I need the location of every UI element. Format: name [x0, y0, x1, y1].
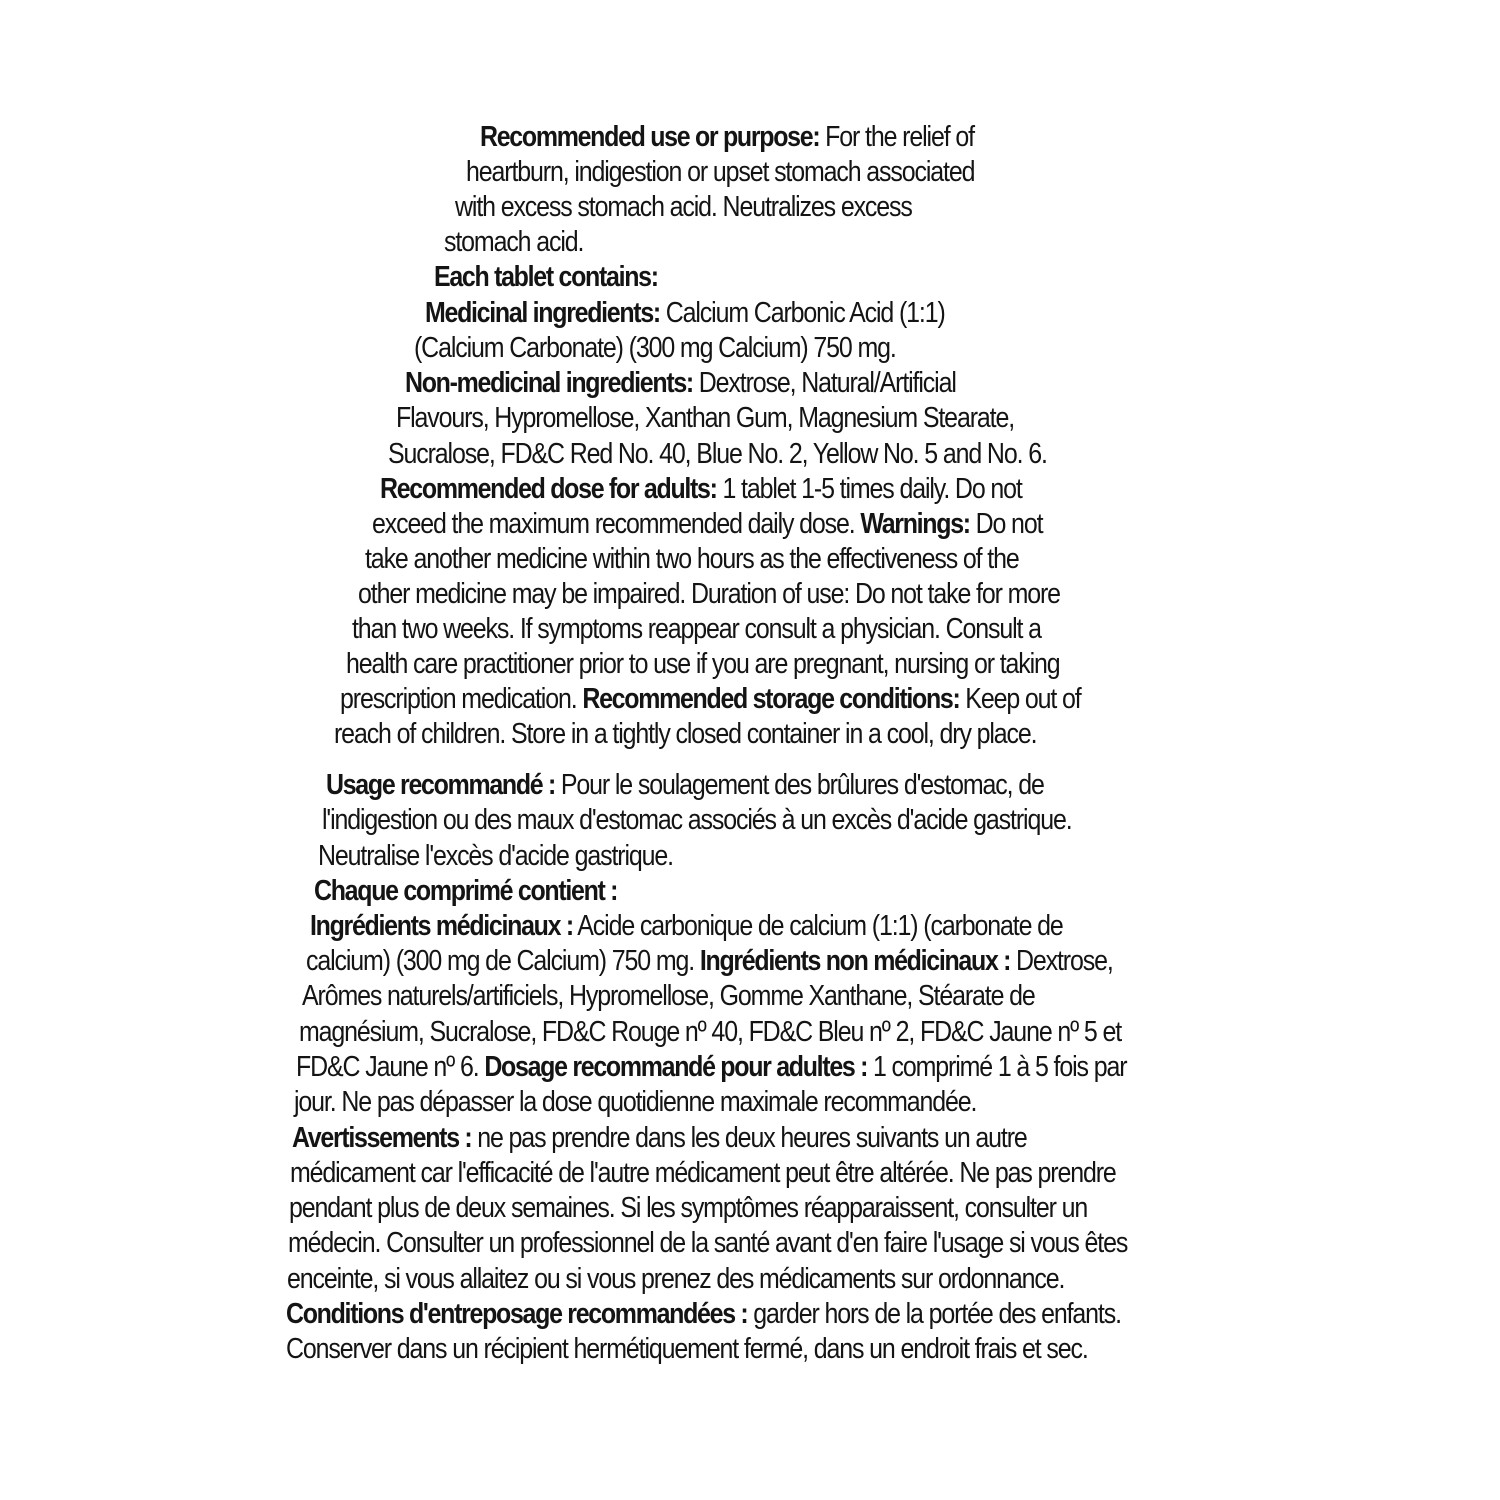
- label-text: Calcium Carbonic Acid (1:1): [659, 297, 945, 329]
- label-line: [380, 472, 1022, 507]
- label-line: [286, 1332, 1088, 1367]
- label-text: Do not: [969, 508, 1043, 540]
- label-heading: Warnings:: [860, 508, 970, 540]
- label-heading: Ingrédients médicinaux :: [310, 910, 573, 942]
- label-text: 1 tablet 1-5 times daily. Do not: [716, 473, 1022, 505]
- label-text: stomach acid.: [444, 226, 584, 258]
- label-line: [405, 366, 956, 401]
- label-text: Flavours, Hypromellose, Xanthan Gum, Magnesium Stearate,: [396, 402, 1015, 434]
- label-line: [425, 296, 945, 331]
- label-text: FD&C Jaune nº 6.: [296, 1051, 485, 1083]
- label-heading: Recommended storage conditions:: [582, 683, 960, 715]
- label-text: Acide carbonique de calcium (1:1) (carbonate de: [572, 910, 1063, 942]
- label-line: [372, 507, 1042, 542]
- label-text: heartburn, indigestion or upset stomach associated: [466, 156, 975, 188]
- label-text: with excess stomach acid. Neutralizes excess: [455, 191, 912, 223]
- label-text: Pour le soulagement des brûlures d'estomac, de: [555, 769, 1044, 801]
- label-line: [352, 612, 1041, 647]
- label-line: [340, 682, 1081, 717]
- label-line: [318, 839, 673, 874]
- label-line: [480, 120, 974, 155]
- label-line: [388, 437, 1047, 472]
- label-line: [414, 331, 896, 366]
- label-heading: Recommended dose for adults:: [380, 473, 717, 505]
- label-line: [314, 874, 617, 909]
- label-text: Conserver dans un récipient hermétiquement fermé, dans un endroit frais et sec.: [286, 1333, 1088, 1365]
- label-text: (Calcium Carbonate) (300 mg Calcium) 750 mg.: [414, 332, 896, 364]
- label-line: [310, 909, 1063, 944]
- label-text: magnésium, Sucralose, FD&C Rouge nº 40, FD&C Bleu nº 2, FD&C Jaune nº 5 et: [299, 1016, 1122, 1048]
- label-line: [365, 542, 1019, 577]
- label-text: exceed the maximum recommended daily dose.: [372, 508, 861, 540]
- label-heading: Dosage recommandé pour adultes :: [484, 1051, 868, 1083]
- label-text: reach of children. Store in a tightly closed container in a cool, dry place.: [334, 718, 1037, 750]
- label-line: [346, 647, 1060, 682]
- label-text: Dextrose,: [1010, 945, 1113, 977]
- label-text: jour. Ne pas dépasser la dose quotidienne maximale recommandée.: [294, 1086, 977, 1118]
- label-heading: Conditions d'entreposage recommandées :: [286, 1298, 748, 1330]
- label-heading: Non-medicinal ingredients:: [405, 367, 693, 399]
- label-line: [294, 1085, 976, 1120]
- label-text: garder hors de la portée des enfants.: [747, 1298, 1121, 1330]
- label-text: l'indigestion ou des maux d'estomac associés à un excès d'acide gastrique.: [322, 804, 1072, 836]
- label-text: médicament car l'efficacité de l'autre médicament peut être altérée. Ne pas prendre: [290, 1157, 1116, 1189]
- label-line: [444, 225, 583, 260]
- label-text: 1 comprimé 1 à 5 fois par: [867, 1051, 1127, 1083]
- label-line: [334, 717, 1036, 752]
- label-text: Arômes naturels/artificiels, Hypromellose, Gomme Xanthane, Stéarate de: [302, 980, 1035, 1012]
- label-text: Keep out of: [959, 683, 1081, 715]
- label-line: [455, 190, 912, 225]
- label-heading: Ingrédients non médicinaux :: [699, 945, 1011, 977]
- label-text: Neutralise l'excès d'acide gastrique.: [318, 840, 673, 872]
- label-line: [292, 1121, 1027, 1156]
- label-text: enceinte, si vous allaitez ou si vous prenez des médicaments sur ordonnance.: [287, 1263, 1065, 1295]
- label-heading: Recommended use or purpose:: [480, 121, 820, 153]
- label-text: prescription medication.: [340, 683, 583, 715]
- label-line: [302, 979, 1035, 1014]
- label-text: Sucralose, FD&C Red No. 40, Blue No. 2, Yellow No. 5 and No. 6.: [388, 438, 1047, 470]
- label-line: [434, 260, 658, 295]
- label-text: pendant plus de deux semaines. Si les symptômes réapparaissent, consulter un: [289, 1192, 1088, 1224]
- label-heading: Usage recommandé :: [326, 769, 556, 801]
- label-text: For the relief of: [819, 121, 974, 153]
- label-heading: Chaque comprimé contient :: [314, 875, 618, 907]
- label-line: [358, 577, 1060, 612]
- label-line: [289, 1191, 1087, 1226]
- label-heading: Avertissements :: [292, 1122, 472, 1154]
- label-text: other medicine may be impaired. Duration of use: Do not take for more: [358, 578, 1060, 610]
- label-line: [286, 1297, 1121, 1332]
- label-text: health care practitioner prior to use if you are pregnant, nursing or taking: [346, 648, 1060, 680]
- label-line: [326, 768, 1044, 803]
- label-line: [396, 401, 1014, 436]
- label-heading: Medicinal ingredients:: [425, 297, 660, 329]
- label-text: take another medicine within two hours as the effectiveness of the: [365, 543, 1019, 575]
- label-text: calcium) (300 mg de Calcium) 750 mg.: [306, 945, 700, 977]
- label-heading: Each tablet contains:: [434, 261, 658, 293]
- label-line: [296, 1050, 1126, 1085]
- label-line: [466, 155, 974, 190]
- label-text: médecin. Consulter un professionnel de la santé avant d'en faire l'usage si vous êtes: [288, 1227, 1128, 1259]
- label-line: [288, 1226, 1127, 1261]
- label-text: Dextrose, Natural/Artificial: [692, 367, 956, 399]
- label-line: [299, 1015, 1121, 1050]
- label-text: than two weeks. If symptoms reappear consult a physician. Consult a: [352, 613, 1041, 645]
- label-line: [287, 1262, 1064, 1297]
- label-line: [290, 1156, 1116, 1191]
- label-line: [322, 803, 1072, 838]
- label-text: ne pas prendre dans les deux heures suivants un autre: [471, 1122, 1027, 1154]
- label-line: [306, 944, 1113, 979]
